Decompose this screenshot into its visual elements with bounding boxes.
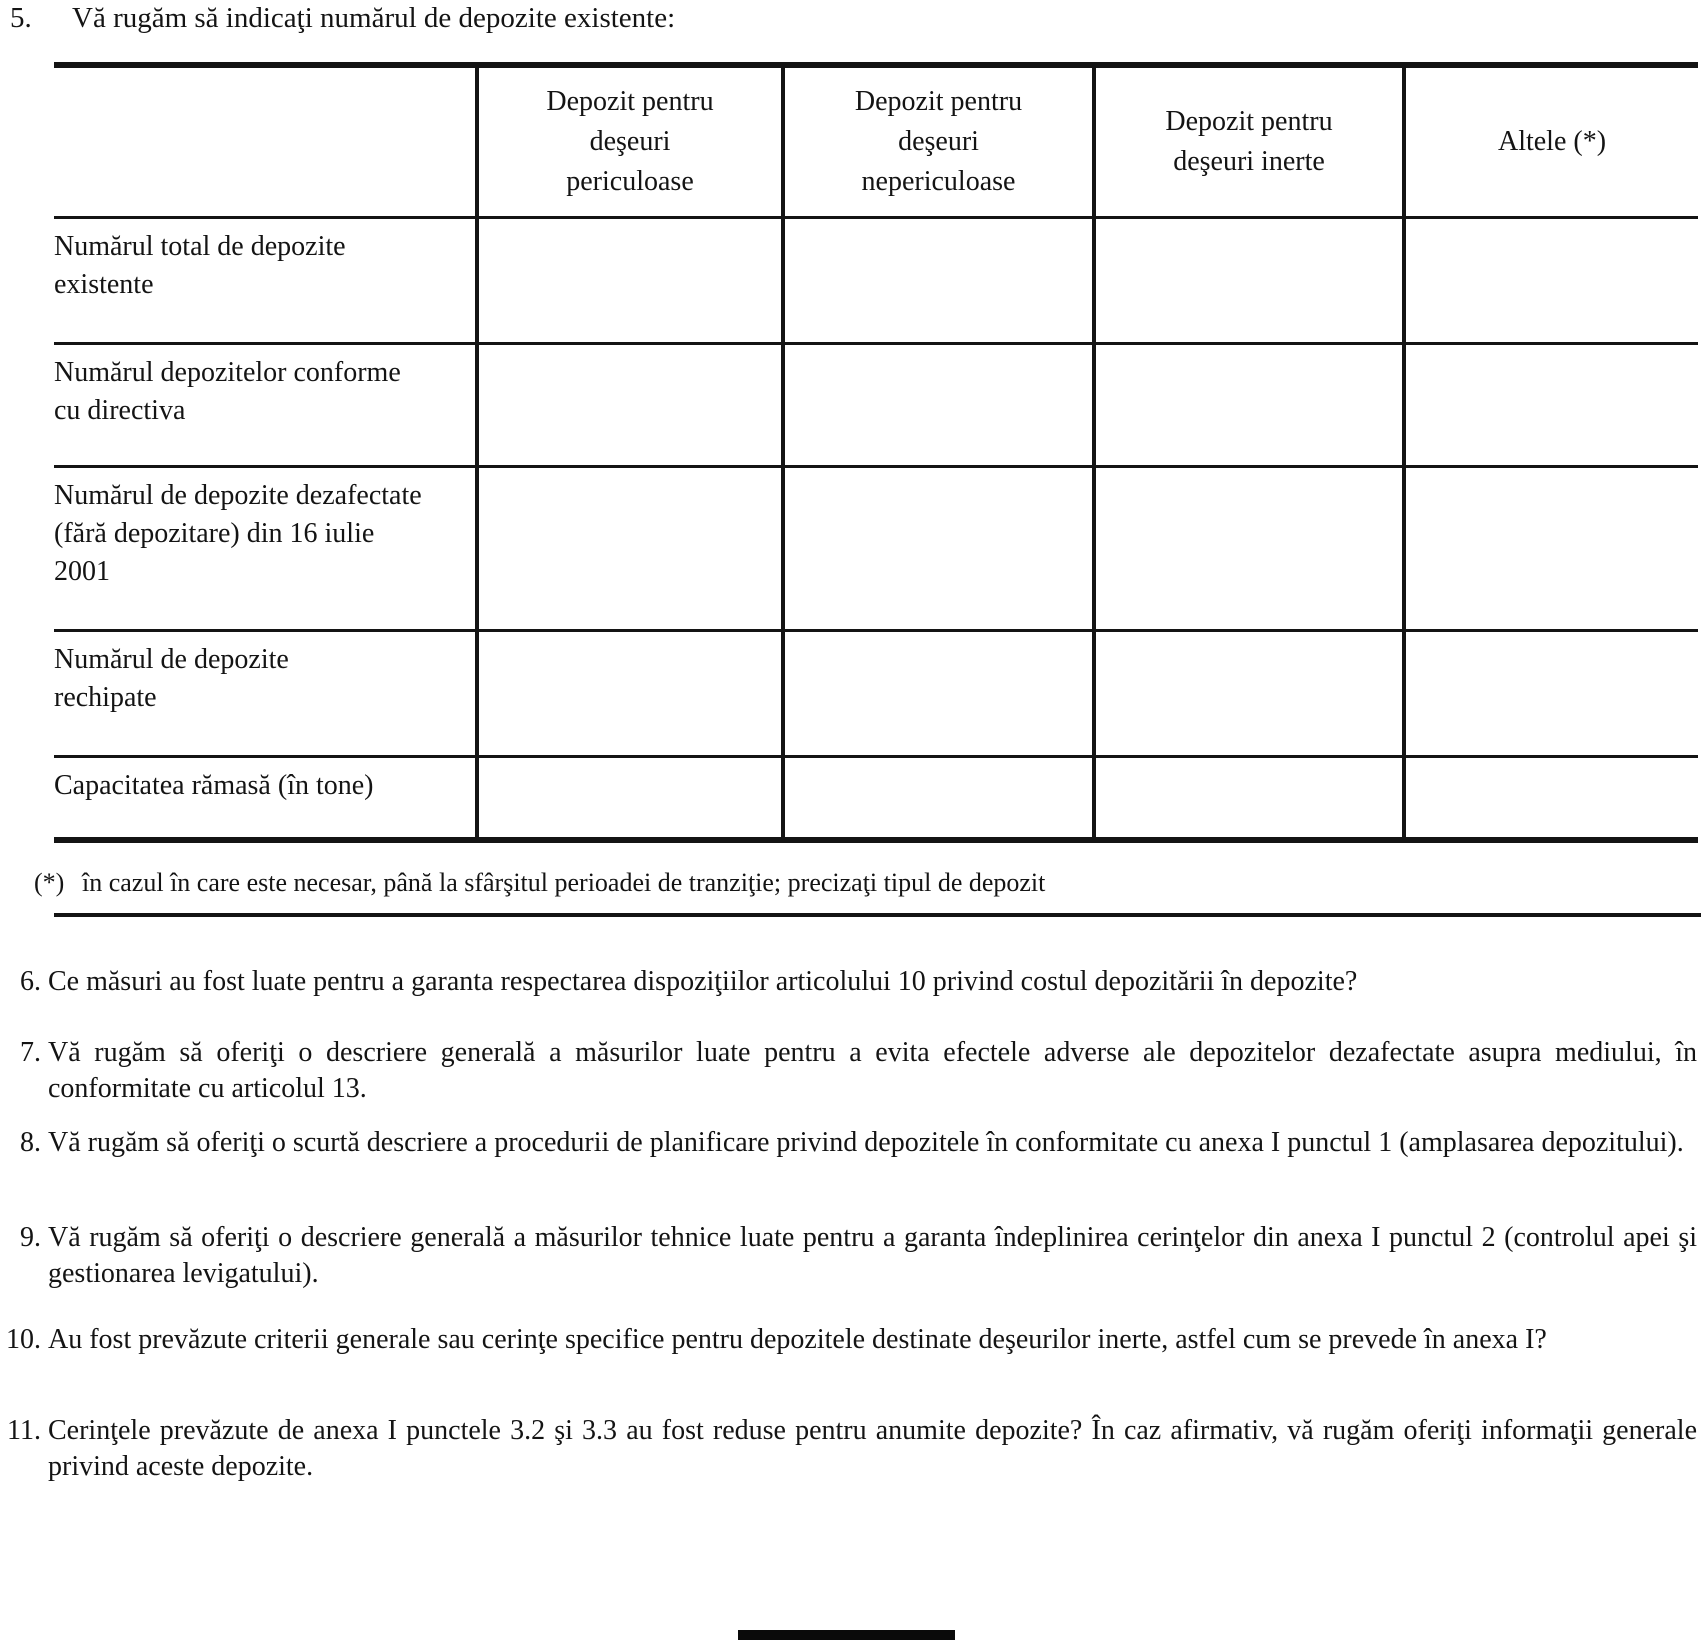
label-line: cu directiva bbox=[54, 395, 186, 426]
label-line: existente bbox=[54, 269, 154, 300]
question-item-6 bbox=[0, 964, 1700, 1000]
column-header-non-hazardous bbox=[781, 68, 1092, 219]
question-5 bbox=[10, 0, 675, 36]
label-line: 2001 bbox=[54, 556, 110, 587]
question-text: Ce măsuri au fost luate pentru a garanta respectarea dispoziţiilor articolului 10 privind costul depozitării în depozite? bbox=[48, 966, 1358, 997]
table-cell-empty bbox=[1402, 219, 1698, 345]
table-cell-empty bbox=[781, 468, 1092, 632]
question-item-8 bbox=[0, 1125, 1700, 1161]
question-text: Au fost prevăzute criterii generale sau cerinţe specifice pentru depozitele destinate deşeurilor inerte, astfel cum se prevede în anexa I? bbox=[48, 1324, 1547, 1355]
header-line: Depozit pentru bbox=[546, 86, 714, 117]
question-item-7 bbox=[0, 1035, 1700, 1107]
table-corner-cell bbox=[54, 68, 475, 219]
question-text: Vă rugăm să oferiţi o descriere generală a măsurilor luate pentru a evita efectele adverse ale depozitelor dezafectate asupra mediului, în conformitate cu articolul 13. bbox=[48, 1037, 1697, 1104]
header-line: deşeuri inerte bbox=[1173, 146, 1325, 177]
table-cell-empty bbox=[475, 758, 781, 837]
label-line: rechipate bbox=[54, 682, 157, 713]
label-line: Numărul de depozite dezafectate bbox=[54, 480, 422, 511]
table-cell-empty bbox=[475, 345, 781, 468]
table-cell-empty bbox=[1092, 219, 1402, 345]
question-text: Vă rugăm să oferiţi o scurtă descriere a procedurii de planificare privind depozitele în conformitate cu anexa I punctul 1 (amplasarea depozitului). bbox=[48, 1127, 1684, 1158]
table-cell-empty bbox=[781, 632, 1092, 758]
question-number: 7. bbox=[20, 1037, 41, 1068]
footnote-text: în cazul în care este necesar, până la sfârşitul perioadei de tranziţie; precizaţi tipul de depozit bbox=[82, 868, 1046, 897]
question-number: 11. bbox=[7, 1415, 41, 1446]
row-label-refitted bbox=[54, 632, 475, 758]
table-cell-empty bbox=[1402, 345, 1698, 468]
question-text: Vă rugăm să oferiţi o descriere generală a măsurilor tehnice luate pentru a garanta îndeplinirea cerinţelor din anexa I punctul 2 (controlul apei şi gestionarea levigatului). bbox=[48, 1222, 1697, 1289]
table-cell-empty bbox=[1402, 468, 1698, 632]
label-line: Numărul total de depozite bbox=[54, 231, 346, 262]
question-number: 9. bbox=[20, 1222, 41, 1253]
question-number: 8. bbox=[20, 1127, 41, 1158]
question-number: 10. bbox=[6, 1324, 41, 1355]
column-header-other bbox=[1402, 68, 1698, 219]
column-header-inert bbox=[1092, 68, 1402, 219]
end-of-document-bar bbox=[738, 1630, 955, 1640]
row-label-compliant bbox=[54, 345, 475, 468]
question-item-10 bbox=[0, 1322, 1700, 1358]
table-cell-empty bbox=[1092, 632, 1402, 758]
table-cell-empty bbox=[475, 632, 781, 758]
column-header-hazardous bbox=[475, 68, 781, 219]
header-line: nepericuloase bbox=[861, 166, 1016, 197]
question-5-text: Vă rugăm să indicaţi numărul de depozite existente: bbox=[72, 2, 676, 34]
label-line: (fără depozitare) din 16 iulie bbox=[54, 518, 375, 549]
label-line: Numărul de depozite bbox=[54, 644, 289, 675]
table-cell-empty bbox=[781, 345, 1092, 468]
table-cell-empty bbox=[781, 758, 1092, 837]
header-line: Depozit pentru bbox=[854, 86, 1023, 117]
table-cell-empty bbox=[1402, 632, 1698, 758]
question-number: 6. bbox=[20, 966, 41, 997]
row-label-decommissioned bbox=[54, 468, 475, 632]
footnote-rule bbox=[54, 913, 1701, 917]
table-cell-empty bbox=[1402, 758, 1698, 837]
header-line: deşeuri bbox=[898, 126, 979, 157]
table-cell-empty bbox=[1092, 758, 1402, 837]
table-cell-empty bbox=[1092, 468, 1402, 632]
footnote bbox=[34, 866, 1045, 900]
header-line: deşeuri bbox=[589, 126, 671, 157]
footnote-marker: (*) bbox=[34, 868, 65, 897]
table-cell-empty bbox=[475, 468, 781, 632]
table-cell-empty bbox=[1092, 345, 1402, 468]
header-line: Altele (*) bbox=[1497, 126, 1607, 157]
header-line: Depozit pentru bbox=[1165, 106, 1333, 137]
table-cell-empty bbox=[781, 219, 1092, 345]
landfill-table bbox=[54, 62, 1698, 843]
question-item-9 bbox=[0, 1220, 1700, 1292]
label-line: Numărul depozitelor conforme bbox=[54, 357, 401, 388]
row-label-total-existing bbox=[54, 219, 475, 345]
question-5-number: 5. bbox=[10, 2, 32, 34]
question-text: Cerinţele prevăzute de anexa I punctele 3.2 şi 3.3 au fost reduse pentru anumite depozite? În caz afirmativ, vă rugăm oferiţi informaţii generale privind aceste depozite. bbox=[48, 1415, 1697, 1482]
label-line: Capacitatea rămasă (în tone) bbox=[54, 770, 374, 801]
header-line: periculoase bbox=[566, 166, 694, 197]
row-label-remaining-capacity bbox=[54, 758, 475, 837]
question-item-11 bbox=[0, 1413, 1700, 1485]
table-cell-empty bbox=[475, 219, 781, 345]
